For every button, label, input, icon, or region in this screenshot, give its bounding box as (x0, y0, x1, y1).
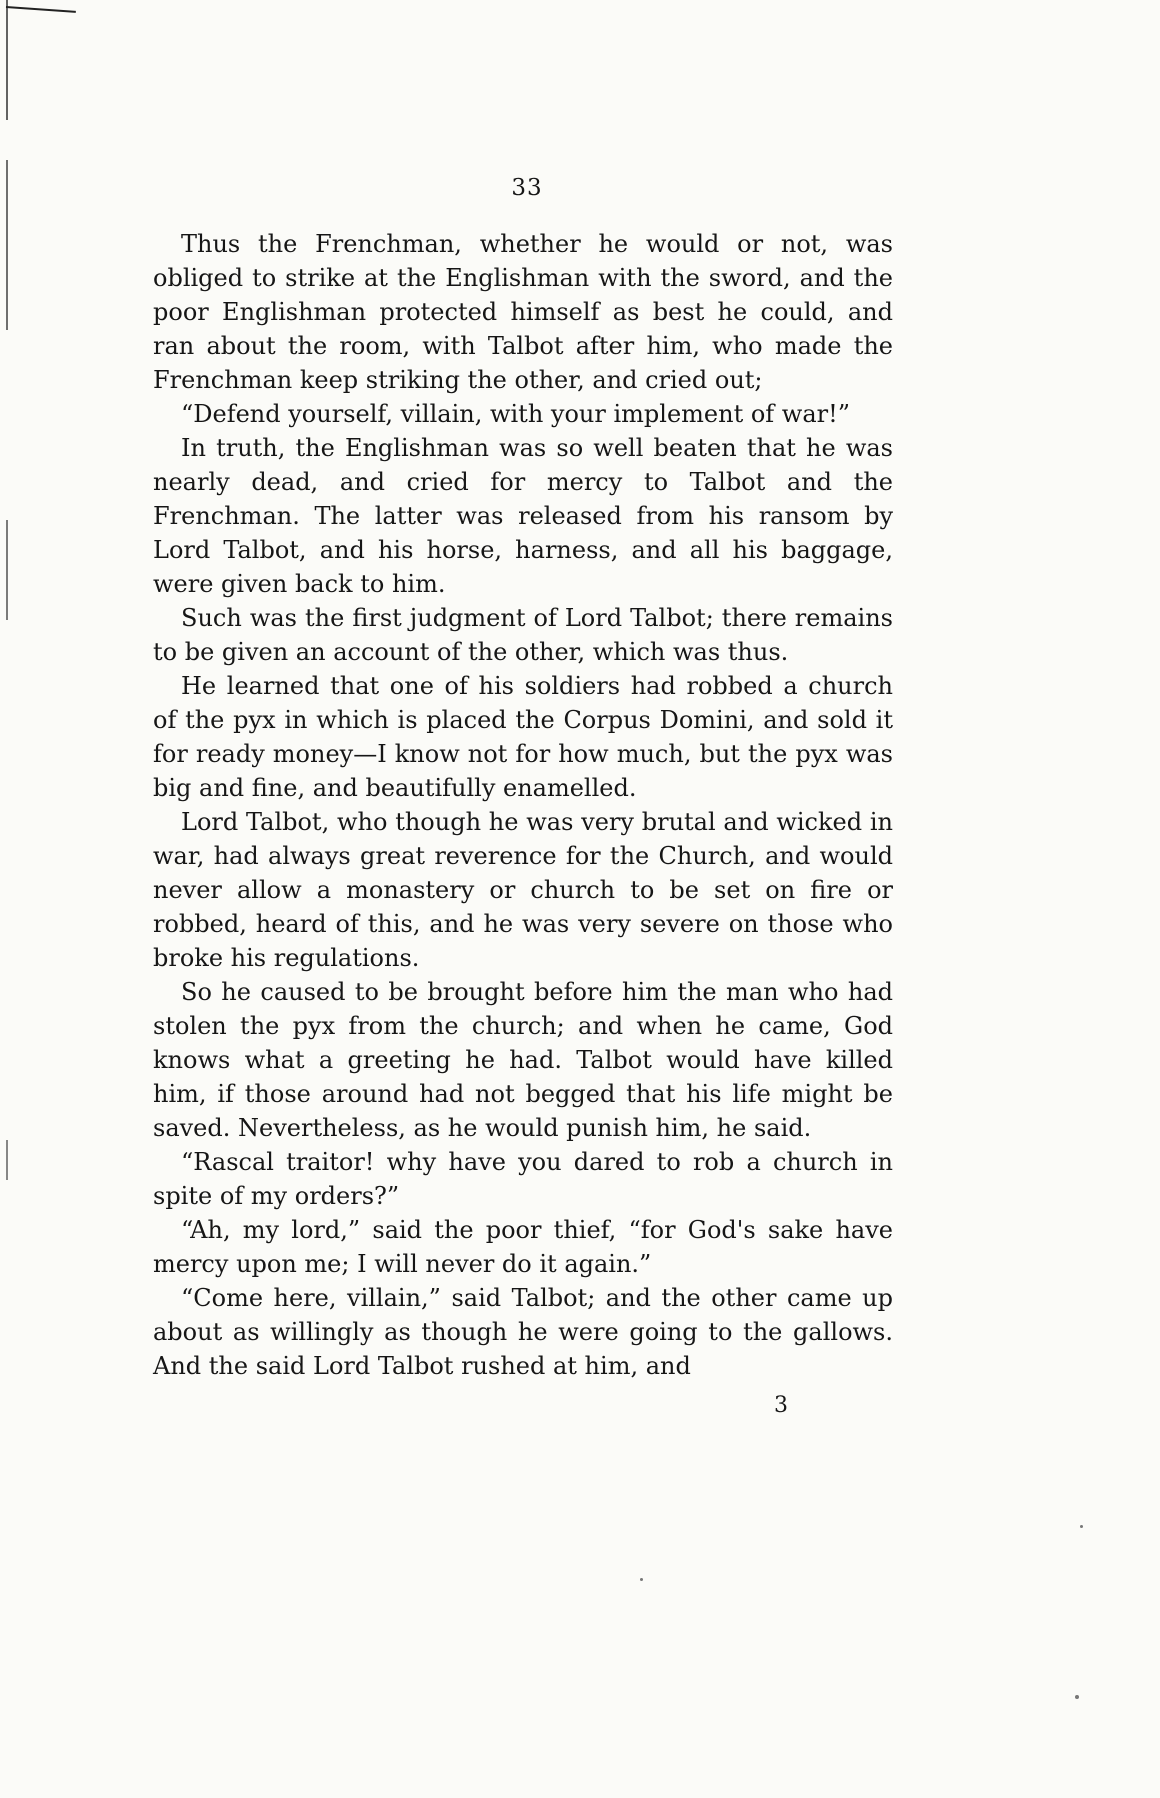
paragraph-8: “Rascal traitor! why have you dared to rob a church in spite of my orders?” (153, 1148, 893, 1210)
paragraph-4: Such was the first judgment of Lord Talbot; there remains to be given an account of the other, which was thus. (153, 604, 893, 666)
scan-speck (1075, 1695, 1079, 1699)
scan-corner-mark (6, 6, 76, 13)
paragraph-2: “Defend yourself, villain, with your implement of war!” (181, 400, 851, 428)
paragraph-6: Lord Talbot, who though he was very brutal and wicked in war, had always great reverence for the Church, and would never allow a monastery or church to be set on fire or robbed, heard of this, and he was very severe on those who broke his regulations. (153, 808, 893, 972)
paragraph-9: “Ah, my lord,” said the poor thief, “for God's sake have mercy upon me; I will never do it again.” (153, 1216, 893, 1278)
paragraph-1: Thus the Frenchman, whether he would or not, was obliged to strike at the Englishman with the sword, and the poor Englishman protected himself as best he could, and ran about the room, with Talbot after him, who made the Frenchman keep striking the other, and cried out; (153, 230, 893, 394)
printer-signature-mark: 3 (774, 1393, 788, 1418)
scan-speck (640, 1578, 643, 1581)
paragraph-7: So he caused to be brought before him the man who had stolen the pyx from the church; and when he came, God knows what a greeting he had. Talbot would have killed him, if those around had not begged that his life might be saved. Nevertheless, as he would punish him, he said. (153, 978, 893, 1142)
scan-edge-shadow (6, 0, 8, 1798)
scan-speck (1080, 1525, 1083, 1528)
paragraph-5: He learned that one of his soldiers had robbed a church of the pyx in which is placed the Corpus Domini, and sold it for ready money—I know not for how much, but the pyx was big and fine, and beautifully enamelled. (153, 672, 893, 802)
page-body (153, 227, 893, 1383)
paragraph-3: In truth, the Englishman was so well beaten that he was nearly dead, and cried for mercy to Talbot and the Frenchman. The latter was released from his ransom by Lord Talbot, and his horse, harness, and all his baggage, were given back to him. (153, 434, 893, 598)
page-number: 33 (511, 175, 543, 201)
paragraph-10: “Come here, villain,” said Talbot; and the other came up about as willingly as though he were going to the gallows. And the said Lord Talbot rushed at him, and (153, 1284, 893, 1380)
book-page (153, 175, 893, 1418)
